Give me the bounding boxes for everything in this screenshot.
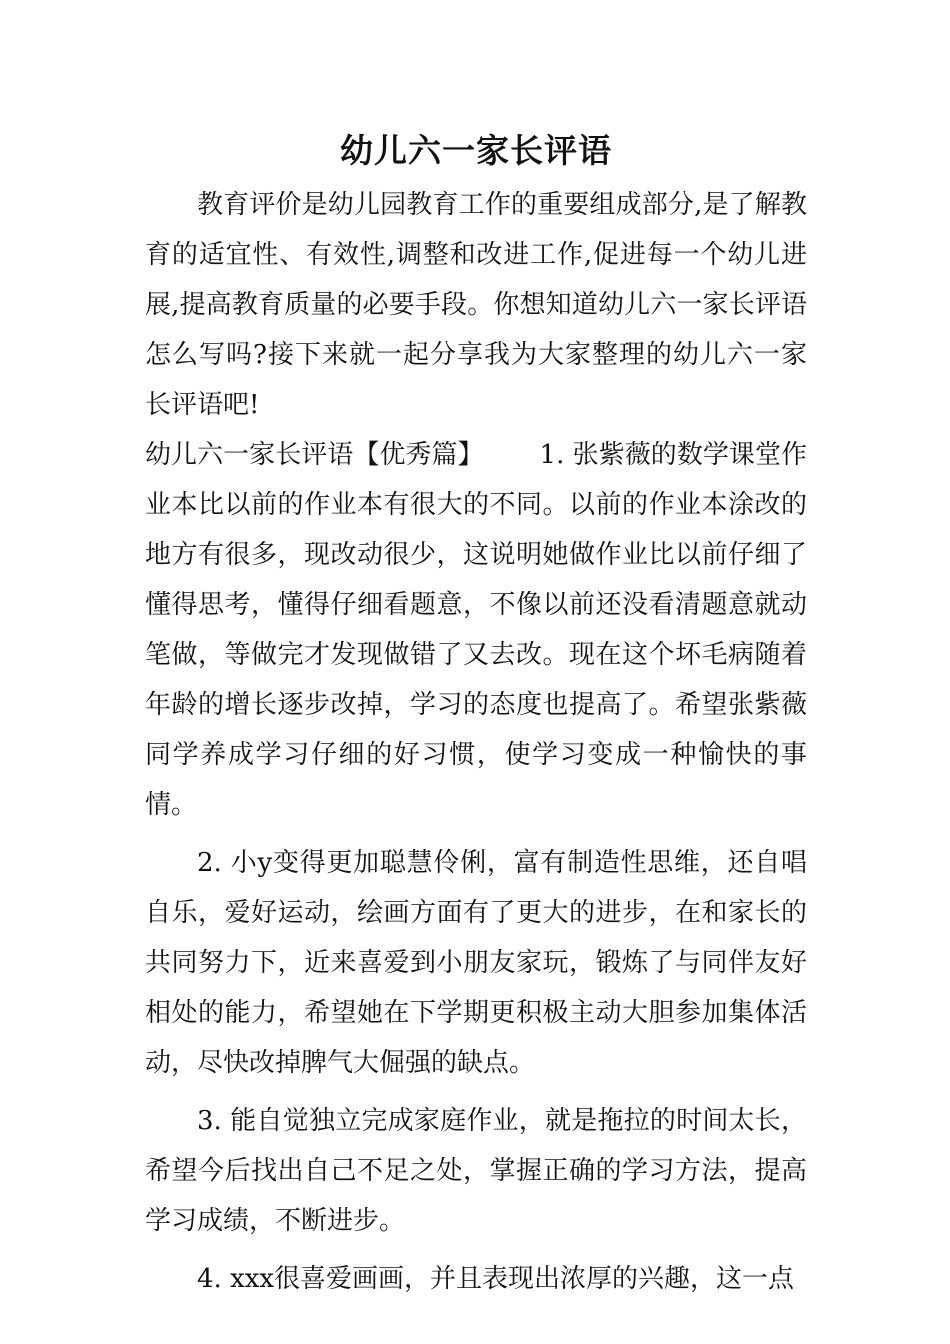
item-4-paragraph: 4. xxx很喜爱画画，并且表现出浓厚的兴趣，这一点 [197, 1264, 795, 1294]
intro-paragraph: 教育评价是幼儿园教育工作的重要组成部分,是了解教育的适宜性、有效性,调整和改进工作,促进每一个幼儿进展,提高教育质量的必要手段。你想知道幼儿六一家长评语怎么写吗?接下来就一起分享我为大家整理的幼儿六一家长评语吧! [145, 190, 807, 420]
document-page [145, 128, 807, 1304]
section-heading: 幼儿六一家长评语【优秀篇】 [145, 440, 484, 470]
item-3-paragraph: 3. 能自觉独立完成家庭作业，就是拖拉的时间太长，希望今后找出自己不足之处，掌握正确的学习方法，提高学习成绩，不断进步。 [145, 1106, 807, 1236]
document-title: 幼儿六一家长评语 [340, 131, 612, 170]
first-item-paragraph [145, 430, 807, 830]
item-1-text: 1. 张紫薇的数学课堂作业本比以前的作业本有很大的不同。以前的作业本涂改的地方有很多，现改动很少，这说明她做作业比以前仔细了懂得思考，懂得仔细看题意，不像以前还没看清题意就动笔做，等做完才发现做错了又去改。现在这个坏毛病随着年龄的增长逐步改掉，学习的态度也提高了。希望张紫薇同学养成学习仔细的好习惯，使学习变成一种愉快的事情。 [145, 440, 807, 820]
item-2-paragraph: 2. 小y变得更加聪慧伶俐，富有制造性思维，还自唱自乐，爱好运动，绘画方面有了更大的进步，在和家长的共同努力下，近来喜爱到小朋友家玩，锻炼了与同伴友好相处的能力，希望她在下学期更积极主动大胆参加集体活动，尽快改掉脾气大倔强的缺点。 [145, 848, 807, 1078]
